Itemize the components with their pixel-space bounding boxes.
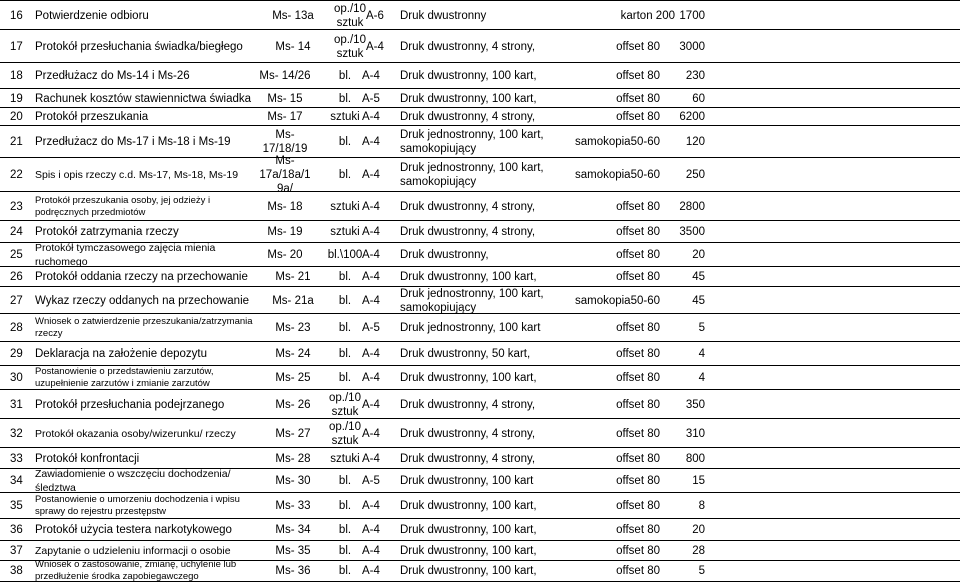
table-row [0,220,960,243]
row-number: 34 [10,475,23,487]
table-row [0,191,960,221]
row-paper: samokopia50-60 [574,136,660,148]
row-paper-size: A-4 [362,70,380,82]
row-code: Ms- 14/26 [259,70,311,82]
row-quantity: 6200 [679,111,705,123]
row-paper: offset 80 [616,545,660,557]
row-paper: offset 80 [616,348,660,360]
row-unit: bl. [338,136,352,148]
row-paper: offset 80 [616,70,660,82]
row-description: Wniosek o zatwierdzenie przeszukania/zatrzymania rzeczy [35,316,253,339]
row-paper: offset 80 [616,111,660,123]
row-quantity: 350 [685,398,705,411]
row-code: Ms- 14 [275,40,311,53]
row-unit: bl. [338,322,352,334]
row-number: 18 [10,70,23,82]
row-print-type: Druk dwustronny, 4 strony, [400,200,536,213]
row-code: Ms- 13a [272,9,314,22]
row-paper-size: A-4 [362,565,380,577]
row-paper-size: A-4 [362,372,380,384]
row-paper: offset 80 [616,226,660,238]
row-code: Ms- 33 [275,500,311,512]
table-row [0,468,960,493]
row-quantity: 20 [692,249,705,261]
table-row [0,88,960,108]
row-code: Ms- 28 [275,452,311,465]
row-paper: offset 80 [616,475,660,487]
row-print-type: Druk jednostronny, 100 kart, samokopiujący [400,129,544,155]
row-paper-size: A-4 [362,545,380,557]
row-description: Protokół tymczasowego zajęcia mienia ruchomego [35,242,216,268]
row-description: Postanowienie o przedstawieniu zarzutów, uzupełnienie zarzutów i zmianie zarzutów [35,366,214,389]
row-unit: bl. [338,294,352,307]
row-print-type: Druk dwustronny, 4 strony, [400,226,536,238]
row-paper-size: A-4 [366,40,384,53]
row-unit: bl. [338,524,352,536]
row-paper-size: A-4 [362,348,380,360]
row-print-type: Druk dwustronny, 4 strony, [400,40,536,53]
table-row [0,242,960,267]
row-paper: karton 200 [620,9,675,22]
row-number: 16 [10,9,23,22]
row-code: Ms- 21a [272,294,314,307]
row-print-type: Druk dwustronny, 100 kart, [400,524,537,536]
row-code: Ms- 15 [267,92,303,105]
row-paper-size: A-4 [362,294,380,307]
row-unit: op./10 sztuk [329,391,361,418]
row-description: Protokół użycia testera narkotykowego [35,524,232,536]
row-paper: offset 80 [616,565,660,577]
row-print-type: Druk dwustronny, 4 strony, [400,111,536,123]
row-print-type: Druk jednostronny, 100 kart, samokopiujący [400,287,544,314]
row-description: Protokół przeszukania osoby, jej odzieży i podręcznych przedmiotów [35,194,211,218]
row-number: 21 [10,136,23,148]
row-code: Ms- 18 [267,200,303,213]
row-description: Protokół konfrontacji [35,452,140,465]
row-paper-size: A-4 [362,111,380,123]
row-quantity: 5 [698,565,705,577]
table-row [0,418,960,448]
table-row [0,365,960,390]
row-print-type: Druk dwustronny, 100 kart, [400,70,537,82]
row-quantity: 3000 [679,40,705,53]
table-row [0,389,960,419]
row-description: Zawiadomienie o wszczęciu dochodzenia/śledztwa [35,468,231,494]
row-number: 31 [10,398,23,411]
row-unit: bl. [338,565,352,577]
row-unit: op./10 sztuk [334,33,366,60]
row-number: 33 [10,452,23,465]
table-row [0,155,960,195]
row-number: 26 [10,271,23,283]
row-unit: bl. [338,348,352,360]
row-quantity: 3500 [679,226,705,238]
row-print-type: Druk dwustronny, [400,249,489,261]
row-print-type: Druk dwustronny, 100 kart, [400,92,537,105]
row-paper: offset 80 [616,452,660,465]
row-paper-size: A-5 [362,475,380,487]
table-row [0,447,960,469]
row-paper: offset 80 [616,398,660,411]
row-description: Protokół oddania rzeczy na przechowanie [35,271,248,283]
row-paper-size: A-4 [362,271,380,283]
row-code: Ms- 26 [275,398,311,411]
row-description: Wykaz rzeczy oddanych na przechowanie [35,294,250,307]
row-number: 17 [10,40,23,53]
row-number: 24 [10,226,23,238]
row-paper: offset 80 [616,92,660,105]
row-number: 25 [10,249,23,261]
row-print-type: Druk dwustronny, 100 kart, [400,545,537,557]
row-description: Przedłużacz do Ms-14 i Ms-26 [35,70,190,82]
row-code: Ms- 17/18/19 [262,129,308,155]
row-quantity: 1700 [679,9,705,22]
row-number: 28 [10,322,23,334]
row-paper: offset 80 [616,40,660,53]
row-paper: samokopia50-60 [574,294,660,307]
row-print-type: Druk dwustronny, 4 strony, [400,398,536,411]
row-description: Protokół przesłuchania świadka/biegłego [35,40,243,53]
table-row [0,492,960,519]
row-number: 38 [10,565,23,577]
row-description: Wniosek o zastosowanie, zmianę, uchylenie lub przedłużenie środka zapobiegawczego [35,559,237,582]
row-print-type: Druk dwustronny, 100 kart, [400,500,537,512]
row-quantity: 45 [692,294,705,307]
row-paper: offset 80 [616,524,660,536]
row-paper-size: A-4 [362,427,380,440]
row-print-type: Druk dwustronny, 100 kart [400,475,534,487]
row-unit: op./10 sztuk [329,420,361,447]
row-code: Ms- 17 [267,111,303,123]
row-print-type: Druk dwustronny, 100 kart, [400,271,537,283]
row-code: Ms- 35 [275,545,311,557]
row-code: Ms- 19 [267,226,303,238]
row-quantity: 230 [685,70,705,82]
row-quantity: 60 [692,92,705,105]
row-paper-size: A-4 [362,249,380,261]
table-row [0,518,960,541]
row-number: 20 [10,111,23,123]
row-number: 22 [10,169,23,181]
row-number: 27 [10,294,23,307]
row-unit: bl. [338,475,352,487]
row-code: Ms- 20 [267,249,303,261]
row-number: 37 [10,545,23,557]
row-unit: sztuki [330,452,360,465]
row-unit: bl. [338,500,352,512]
row-description: Protokół przesłuchania podejrzanego [35,398,225,411]
row-unit: bl. [338,372,352,384]
row-paper: offset 80 [616,200,660,213]
row-code: Ms- 24 [275,348,311,360]
table-row [0,125,960,158]
row-code: Ms- 27 [275,427,311,440]
row-description: Postanowienie o umorzeniu dochodzenia i wpisu sprawy do rejestru przestępstw [35,494,240,517]
row-description: Potwierdzenie odbioru [35,9,149,22]
row-number: 29 [10,348,23,360]
row-unit: sztuki [330,226,360,238]
row-quantity: 5 [698,322,705,334]
row-print-type: Druk dwustronny, 4 strony, [400,452,536,465]
row-unit: bl. [338,169,352,181]
row-number: 35 [10,500,23,512]
row-quantity: 4 [698,372,705,384]
row-unit: bl. [338,545,352,557]
row-paper-size: A-5 [362,322,380,334]
row-unit: bl. [338,70,352,82]
row-number: 30 [10,372,23,384]
row-code: Ms- 21 [275,271,311,283]
row-paper: offset 80 [616,500,660,512]
row-paper-size: A-6 [366,9,384,22]
row-paper: offset 80 [616,427,660,440]
row-paper-size: A-4 [362,169,380,181]
row-quantity: 8 [698,500,705,512]
row-print-type: Druk jednostronny, 100 kart [400,322,541,334]
row-print-type: Druk jednostronny, 100 kart, samokopiujący [400,162,544,188]
row-paper: offset 80 [616,271,660,283]
row-quantity: 310 [685,427,705,440]
row-print-type: Druk dwustronny, 50 kart, [400,348,531,360]
row-paper-size: A-4 [362,500,380,512]
row-print-type: Druk dwustronny, 100 kart, [400,372,537,384]
row-description: Rachunek kosztów stawiennictwa świadka [35,92,252,105]
row-paper: offset 80 [616,372,660,384]
row-description: Protokół okazania osoby/wizerunku/ rzeczy [35,427,236,440]
table-row [0,29,960,63]
table-row [0,341,960,366]
row-unit: bl.\100 [327,249,363,261]
row-quantity: 120 [685,136,705,148]
row-unit: op./10 sztuk [334,2,366,29]
row-paper-size: A-5 [362,92,380,105]
row-code: Ms- 36 [275,565,311,577]
row-quantity: 800 [685,452,705,465]
row-paper: samokopia50-60 [574,169,660,181]
row-quantity: 250 [685,169,705,181]
row-paper-size: A-4 [362,136,380,148]
row-quantity: 2800 [679,200,705,213]
row-paper: offset 80 [616,249,660,261]
row-number: 23 [10,200,23,213]
row-number: 19 [10,92,23,105]
row-unit: bl. [338,271,352,283]
row-unit: sztuki [330,200,360,213]
table-row [0,0,960,30]
table-row [0,62,960,89]
row-quantity: 15 [692,475,705,487]
row-code: Ms- 34 [275,524,311,536]
row-description: Spis i opis rzeczy c.d. Ms-17, Ms-18, Ms-19 [35,169,239,181]
row-quantity: 28 [692,545,705,557]
row-paper-size: A-4 [362,524,380,536]
table-row [0,313,960,342]
table-row [0,540,960,561]
row-description: Protokół zatrzymania rzeczy [35,226,179,238]
row-number: 36 [10,524,23,536]
row-quantity: 4 [698,348,705,360]
row-unit: sztuki [330,111,360,123]
row-paper: offset 80 [616,322,660,334]
row-print-type: Druk dwustronny [400,9,487,22]
table-row [0,266,960,287]
row-code: Ms- 17a/18a/1 9a/ [259,155,311,195]
table-row [0,560,960,582]
row-number: 32 [10,427,23,440]
row-unit: bl. [338,92,352,105]
row-quantity: 20 [692,524,705,536]
row-description: Przedłużacz do Ms-17 i Ms-18 i Ms-19 [35,136,231,148]
row-print-type: Druk dwustronny, 100 kart, [400,565,537,577]
row-description: Protokół przeszukania [35,111,149,123]
table-row [0,107,960,126]
row-paper-size: A-4 [362,200,380,213]
row-print-type: Druk dwustronny, 4 strony, [400,427,536,440]
table-row [0,286,960,314]
row-description: Zapytanie o udzieleniu informacji o osobie [35,545,231,557]
row-paper-size: A-4 [362,398,380,411]
row-code: Ms- 23 [275,322,311,334]
row-paper-size: A-4 [362,226,380,238]
row-quantity: 45 [692,271,705,283]
row-code: Ms- 30 [275,475,311,487]
row-description: Deklaracja na założenie depozytu [35,348,207,360]
row-code: Ms- 25 [275,372,311,384]
row-paper-size: A-4 [362,452,380,465]
